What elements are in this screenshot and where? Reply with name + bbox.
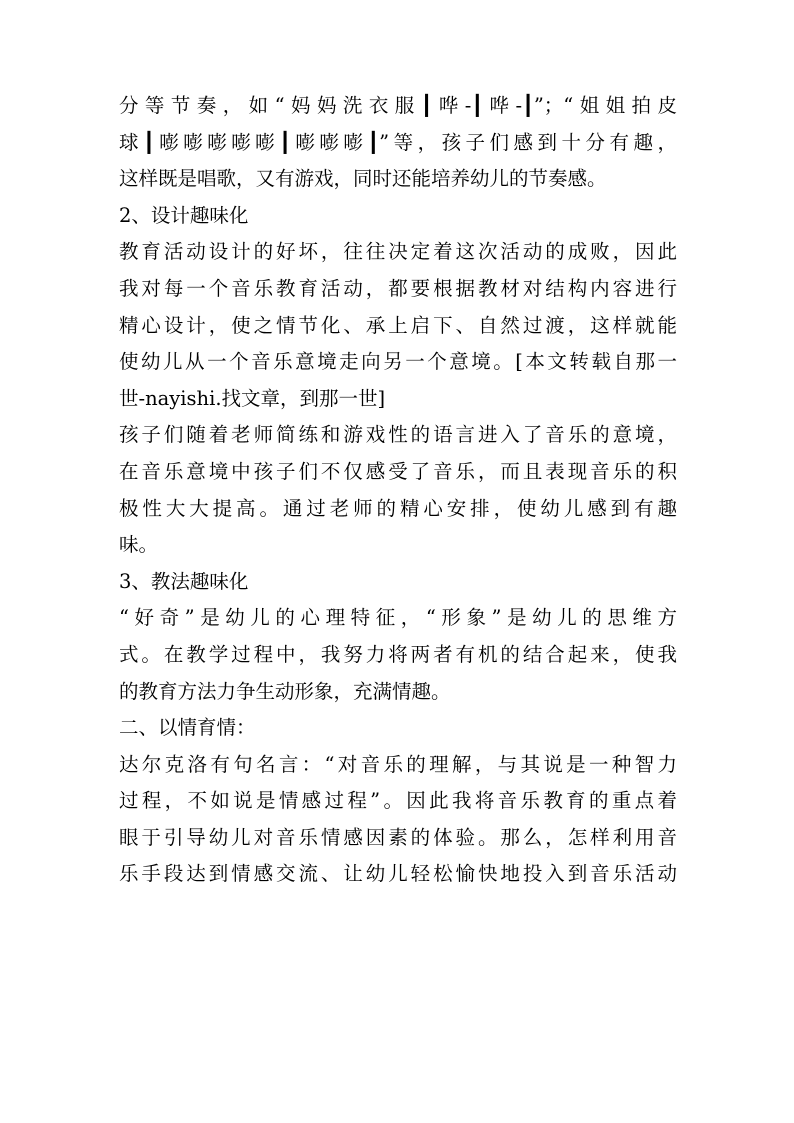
text-line-2: 球┃嘭嘭嘭嘭嘭┃嘭嘭嘭┃”等，孩子们感到十分有趣， [119, 130, 677, 154]
text-line-5: 教育活动设计的好坏，往往决定着这次活动的成败，因此 [119, 240, 677, 264]
text-line-10: 孩子们随着老师简练和游戏性的语言进入了音乐的意境， [119, 423, 677, 447]
text-line-1: 分等节奏，如“妈妈洗衣服┃哗-┃哗-┃”；“姐姐拍皮 [119, 94, 677, 117]
section-heading-emotion: 二、以情育情： [119, 716, 256, 740]
section-heading-method: 3、教法趣味化 [119, 569, 249, 593]
document-body [119, 88, 677, 893]
text-line-6: 我对每一个音乐教育活动，都要根据教材对结构内容进行 [119, 276, 677, 300]
text-line-22: 乐手段达到情感交流、让幼儿轻松愉快地投入到音乐活动 [119, 862, 677, 886]
text-line-11: 在音乐意境中孩子们不仅感受了音乐，而且表现音乐的积 [119, 459, 677, 483]
text-line-9: 世-nayishi.找文章，到那一世] [119, 386, 386, 410]
text-line-17: 的教育方法力争生动形象，充满情趣。 [119, 679, 451, 703]
text-line-3: 这样既是唱歌，又有游戏，同时还能培养幼儿的节奏感。 [119, 167, 607, 191]
text-line-15: “好奇”是幼儿的心理特征，“形象”是幼儿的思维方 [119, 606, 677, 630]
text-line-7: 精心设计，使之情节化、承上启下、自然过渡，这样就能 [119, 313, 677, 337]
text-line-21: 眼于引导幼儿对音乐情感因素的体验。那么，怎样利用音 [119, 825, 677, 849]
section-heading-design: 2、设计趣味化 [119, 203, 249, 227]
text-line-20: 过程，不如说是情感过程”。因此我将音乐教育的重点着 [119, 789, 677, 813]
text-line-8: 使幼儿从一个音乐意境走向另一个意境。[本文转载自那一 [119, 350, 677, 374]
text-line-16: 式。在教学过程中，我努力将两者有机的结合起来，使我 [119, 642, 677, 666]
text-line-19: 达尔克洛有句名言：“对音乐的理解，与其说是一种智力 [119, 752, 677, 776]
text-line-13: 味。 [119, 533, 159, 557]
text-line-12: 极性大大提高。通过老师的精心安排，使幼儿感到有趣 [119, 496, 677, 520]
